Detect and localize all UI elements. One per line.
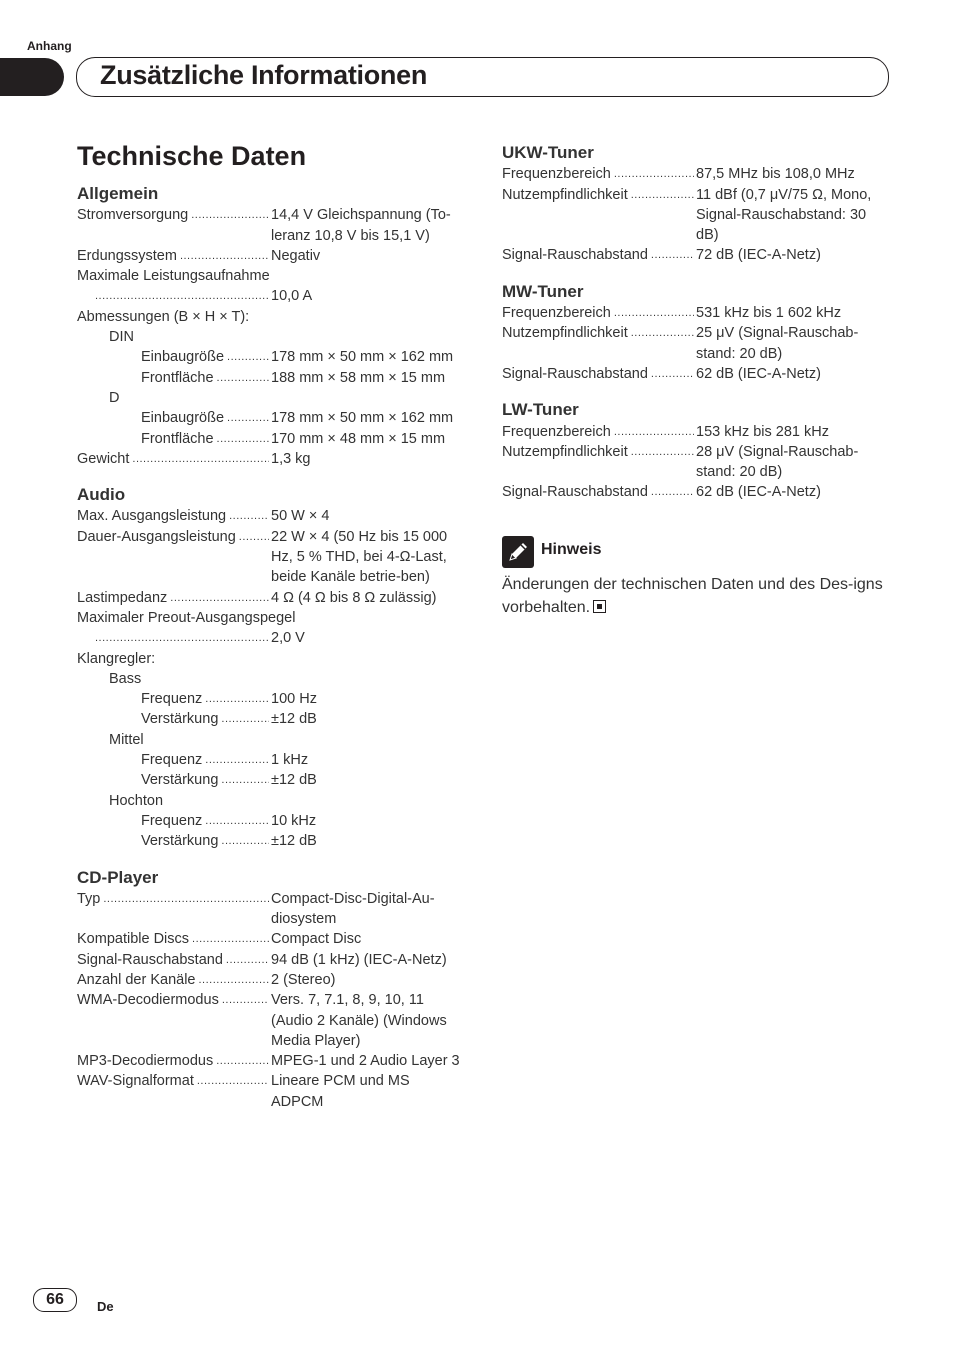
spec-label: Nutzempfindlichkeit <box>502 443 628 460</box>
spec-label: Signal-Rauschabstand <box>77 951 223 968</box>
spec-label: Frequenz <box>141 691 203 708</box>
spec-value: Negativ <box>271 247 321 264</box>
spec-value: 87,5 MHz bis 108,0 MHz <box>696 166 855 183</box>
spec-row <box>77 770 461 790</box>
spec-label: Frontfläche <box>141 430 214 447</box>
spec-row <box>77 950 461 970</box>
spec-row <box>77 750 461 770</box>
spec-row <box>77 429 461 449</box>
spec-label: Einbaugröße <box>141 349 225 366</box>
heading-audio: Audio <box>77 485 126 505</box>
spec-value: 72 dB (IEC-A-Netz) <box>696 247 821 264</box>
spec-label: Dauer-Ausgangsleistung <box>77 528 236 545</box>
spec-label: Frequenz <box>141 812 203 829</box>
spec-value: 28 μV (Signal-Rauschab-stand: 20 dB) <box>696 443 859 481</box>
spec-row <box>502 245 886 265</box>
spec-label: Verstärkung <box>141 772 219 789</box>
spec-row <box>77 449 461 469</box>
spec-row <box>77 205 461 246</box>
spec-value: 178 mm × 50 mm × 162 mm <box>271 410 454 427</box>
spec-sublabel: Mittel <box>109 731 144 748</box>
heading-fm-tuner: UKW-Tuner <box>502 143 594 162</box>
spec-value: 25 μV (Signal-Rauschab-stand: 20 dB) <box>696 325 859 362</box>
spec-row <box>502 323 886 364</box>
spec-label: Maximaler Preout-Ausgangspegel <box>77 609 296 626</box>
left-column <box>77 184 461 1112</box>
spec-label: Max. Ausgangsleistung <box>77 508 227 525</box>
spec-value: 170 mm × 48 mm × 15 mm <box>271 430 446 447</box>
spec-label: Einbaugröße <box>141 410 225 427</box>
spec-value: 22 W × 4 (50 Hz bis 15 000 Hz, 5 % THD, bei 4-Ω-Last, beide Kanäle betrie-ben) <box>271 528 448 586</box>
spec-sublabel: D <box>109 389 120 406</box>
spec-value: 100 Hz <box>271 691 317 708</box>
spec-row <box>77 347 461 367</box>
spec-row <box>77 588 461 608</box>
spec-label: WAV-Signalformat <box>77 1073 194 1090</box>
spec-value: MPEG-1 und 2 Audio Layer 3 <box>271 1053 460 1070</box>
note-text <box>502 573 892 619</box>
spec-value: ±12 dB <box>271 833 317 850</box>
right-column <box>502 143 886 503</box>
spec-row <box>77 709 461 729</box>
spec-label: Maximale Leistungsaufnahme <box>77 268 270 285</box>
spec-row <box>77 929 461 949</box>
spec-value: 4 Ω (4 Ω bis 8 Ω zulässig) <box>271 589 437 606</box>
spec-label: Signal-Rauschabstand <box>502 484 648 501</box>
spec-value: Compact Disc <box>271 931 362 948</box>
spec-label: Erdungssystem <box>77 247 177 264</box>
spec-row <box>502 303 886 323</box>
spec-label: Frequenz <box>141 752 203 769</box>
pencil-icon <box>502 536 534 568</box>
spec-value: 62 dB (IEC-A-Netz) <box>696 484 821 501</box>
spec-row <box>502 364 886 384</box>
spec-row <box>77 1051 461 1071</box>
heading-cd-player: CD-Player <box>77 867 159 887</box>
spec-label: MP3-Decodiermodus <box>77 1053 214 1070</box>
spec-label: Frontfläche <box>141 369 214 386</box>
spec-value: 62 dB (IEC-A-Netz) <box>696 365 821 382</box>
spec-value: 94 dB (1 kHz) (IEC-A-Netz) <box>271 951 447 968</box>
spec-label: Signal-Rauschabstand <box>502 247 648 264</box>
spec-value: 531 kHz bis 1 602 kHz <box>696 305 842 322</box>
spec-row <box>77 889 461 930</box>
spec-row <box>77 990 461 1051</box>
spec-value: Compact-Disc-Digital-Au-diosystem <box>271 890 435 928</box>
spec-label: Typ <box>77 890 101 907</box>
spec-value: 2 (Stereo) <box>271 971 336 988</box>
spec-row <box>77 811 461 831</box>
spec-label: Anzahl der Kanäle <box>77 971 196 988</box>
section-label: Anhang <box>27 39 72 53</box>
spec-value: 153 kHz bis 281 kHz <box>696 423 829 440</box>
spec-value: ±12 dB <box>271 772 317 789</box>
end-mark-icon <box>593 600 606 613</box>
spec-row <box>77 506 461 526</box>
spec-value: 2,0 V <box>271 630 305 647</box>
heading-mw-tuner: MW-Tuner <box>502 281 584 301</box>
spec-value: 178 mm × 50 mm × 162 mm <box>271 349 454 366</box>
note-title: Hinweis <box>541 541 602 558</box>
header-title: Zusätzliche Informationen <box>100 60 428 90</box>
spec-sublabel: DIN <box>109 329 134 346</box>
spec-label: Lastimpedanz <box>77 589 168 606</box>
spec-value: 10 kHz <box>271 812 317 829</box>
spec-label: Nutzempfindlichkeit <box>502 186 628 203</box>
spec-row <box>77 970 461 990</box>
language-code: De <box>97 1299 114 1314</box>
spec-label: Frequenzbereich <box>502 423 611 440</box>
spec-value: 11 dBf (0,7 μV/75 Ω, Mono, Signal-Rauschabstand: 30 dB) <box>696 186 872 244</box>
heading-lw-tuner: LW-Tuner <box>502 400 579 420</box>
spec-value: ±12 dB <box>271 711 317 728</box>
spec-value: 1,3 kg <box>271 450 311 467</box>
spec-row <box>502 442 886 483</box>
spec-value: 14,4 V Gleichspannung (To-leranz 10,8 V bis 15,1 V) <box>271 207 451 244</box>
spec-value: 188 mm × 58 mm × 15 mm <box>271 369 446 386</box>
spec-row <box>77 831 461 851</box>
spec-row <box>77 689 461 709</box>
note-body: Änderungen der technischen Daten und des Des-igns vorbehalten. <box>502 576 883 616</box>
spec-row <box>502 482 886 502</box>
spec-value: 10,0 A <box>271 288 313 305</box>
spec-sublabel: Bass <box>109 670 142 687</box>
spec-label: Signal-Rauschabstand <box>502 365 648 382</box>
spec-label: Kompatible Discs <box>77 931 190 948</box>
spec-label: Gewicht <box>77 450 130 467</box>
spec-label: Nutzempfindlichkeit <box>502 325 628 342</box>
spec-row <box>77 408 461 428</box>
spec-label: Verstärkung <box>141 711 219 728</box>
spec-row <box>502 185 886 246</box>
spec-value: 50 W × 4 <box>271 508 330 525</box>
spec-label: Verstärkung <box>141 833 219 850</box>
spec-row <box>77 527 461 588</box>
spec-row <box>77 1071 461 1112</box>
page-title: Technische Daten <box>77 141 307 171</box>
spec-row <box>502 422 886 442</box>
spec-row <box>77 246 461 266</box>
spec-row <box>77 628 461 648</box>
spec-label: Frequenzbereich <box>502 305 611 322</box>
spec-label: Frequenzbereich <box>502 166 611 183</box>
spec-label: Stromversorgung <box>77 207 189 224</box>
spec-label: Abmessungen (B × H × T): <box>77 308 250 325</box>
spec-row <box>77 368 461 388</box>
heading-allgemein: Allgemein <box>77 184 159 203</box>
spec-row <box>502 164 886 184</box>
spec-value: Vers. 7, 7.1, 8, 9, 10, 11 (Audio 2 Kanäle) (Windows Media Player) <box>271 992 447 1049</box>
section-tab <box>0 58 64 96</box>
spec-label: WMA-Decodiermodus <box>77 992 219 1009</box>
page-number: 66 <box>33 1288 77 1312</box>
spec-value: Lineare PCM und MS ADPCM <box>271 1073 410 1110</box>
spec-value: 1 kHz <box>271 752 309 769</box>
spec-label: Klangregler: <box>77 650 156 667</box>
spec-sublabel: Hochton <box>109 792 164 809</box>
spec-row <box>77 286 461 306</box>
